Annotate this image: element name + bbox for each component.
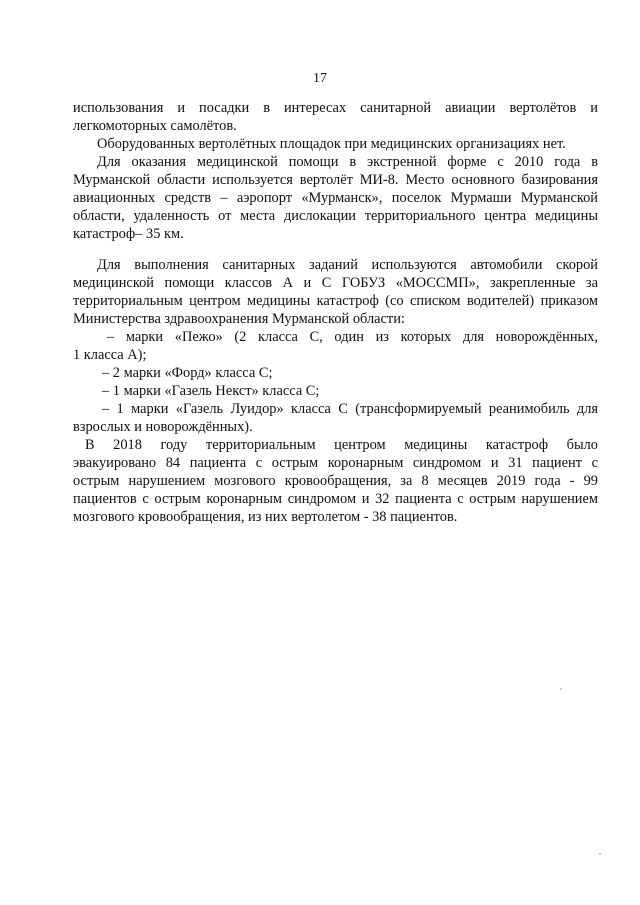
- text-line: использования и посадки в интересах санитарной авиации вертолётов и: [73, 100, 598, 116]
- paragraph-ambulances: [73, 256, 598, 328]
- list-item-ford: [73, 364, 598, 382]
- text-line: Для оказания медицинской помощи в экстренной форме с 2010 года в: [97, 154, 598, 170]
- text-line: – 1 марки «Газель Некст» класса С;: [102, 383, 320, 399]
- scan-speck: [560, 688, 562, 690]
- paragraph-aviation-use: [73, 99, 598, 135]
- text-line: Оборудованных вертолётных площадок при медицинских организациях нет.: [97, 136, 566, 152]
- text-line: Для выполнения санитарных заданий используются автомобили скорой: [97, 257, 598, 273]
- text-line: пациентов с острым коронарным синдромом и 32 пациента с острым нарушением: [73, 491, 598, 507]
- page-number: 17: [313, 71, 327, 86]
- text-line: легкомоторных самолётов.: [73, 118, 237, 134]
- text-line: области, удаленность от места дислокации территориального центра медицины: [73, 208, 598, 224]
- paragraph-evacuation-stats: [73, 436, 598, 526]
- text-line: территориальным центром медицины катастроф (со списком водителей) приказом: [73, 293, 598, 309]
- text-line: острым нарушением мозгового кровообращения, за 8 месяцев 2019 года - 99: [73, 473, 598, 489]
- paragraph-gap: [73, 243, 598, 256]
- list-item-gazelle-luidor: [73, 400, 598, 436]
- text-line: катастроф– 35 км.: [73, 226, 184, 242]
- text-line: Министерства здравоохранения Мурманской области:: [73, 311, 405, 327]
- paragraph-helipads: [73, 135, 598, 153]
- scan-speck: [599, 853, 601, 855]
- text-line: эвакуировано 84 пациента с острым коронарным синдромом и 31 пациент с: [73, 455, 598, 471]
- text-line: мозгового кровообращения, из них вертолетом - 38 пациентов.: [73, 509, 458, 525]
- text-line: – марки «Пежо» (2 класса С, один из которых для новорождённых,: [107, 329, 598, 345]
- text-line: В 2018 году территориальным центром медицины катастроф было: [85, 437, 598, 453]
- document-body: [73, 99, 598, 526]
- text-line: – 2 марки «Форд» класса С;: [102, 365, 273, 381]
- text-line: Мурманской области используется вертолёт МИ-8. Место основного базирования: [73, 172, 598, 188]
- text-line: авиационных средств – аэропорт «Мурманск», поселок Мурмаши Мурманской: [73, 190, 598, 206]
- text-line: – 1 марки «Газель Луидор» класса С (трансформируемый реанимобиль для: [102, 401, 598, 417]
- text-line: 1 класса А);: [73, 347, 147, 363]
- text-line: медицинской помощи классов А и С ГОБУЗ «МОССМП», закрепленные за: [73, 275, 598, 291]
- text-line: взрослых и новорождённых).: [73, 419, 253, 435]
- list-item-gazelle-next: [73, 382, 598, 400]
- list-item-peugeot: [73, 328, 598, 364]
- paragraph-helicopter: [73, 153, 598, 243]
